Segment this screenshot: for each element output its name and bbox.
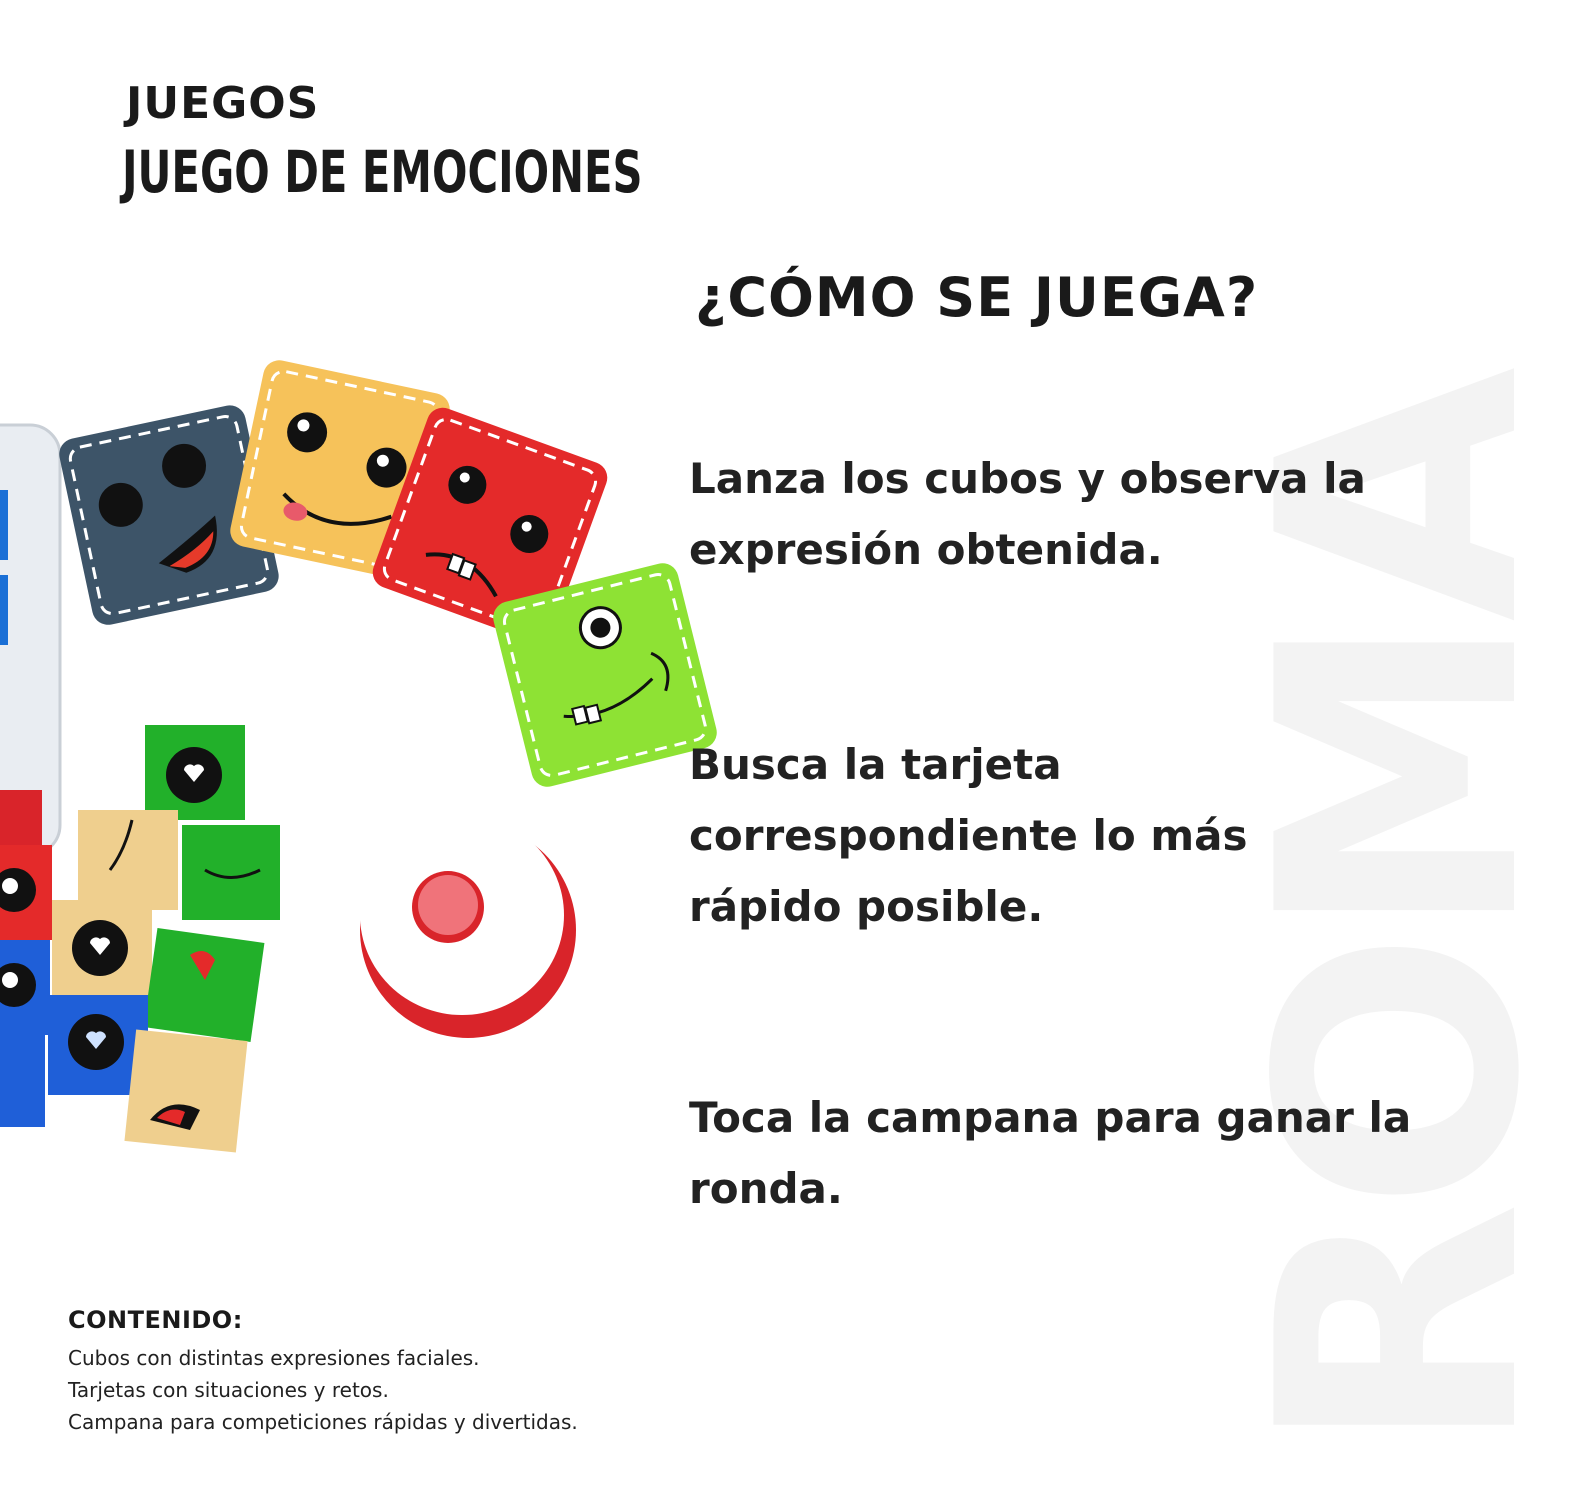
step-3-text: Toca la campana para ganar la ronda. xyxy=(689,1093,1412,1213)
contents-box xyxy=(68,1306,578,1438)
contents-item: Cubos con distintas expresiones faciales. xyxy=(68,1346,480,1370)
contents-heading: CONTENIDO: xyxy=(68,1306,243,1334)
category-label: JUEGOS xyxy=(126,78,320,129)
section-title: ¿CÓMO SE JUEGA? xyxy=(695,266,1259,329)
brand-watermark: ROMA xyxy=(1208,376,1592,1455)
tin-box xyxy=(0,425,60,855)
product-title: JUEGO DE EMOCIONES xyxy=(122,138,643,206)
step-2-text: Busca la tarjeta correspondiente lo más rápido posible. xyxy=(689,740,1248,931)
contents-item: Campana para competiciones rápidas y divertidas. xyxy=(68,1410,578,1434)
product-photo xyxy=(0,360,760,1160)
contents-item: Tarjetas con situaciones y retos. xyxy=(68,1378,389,1402)
step-1-text: Lanza los cubos y observa la expresión obtenida. xyxy=(689,454,1366,574)
bell xyxy=(360,815,576,1038)
